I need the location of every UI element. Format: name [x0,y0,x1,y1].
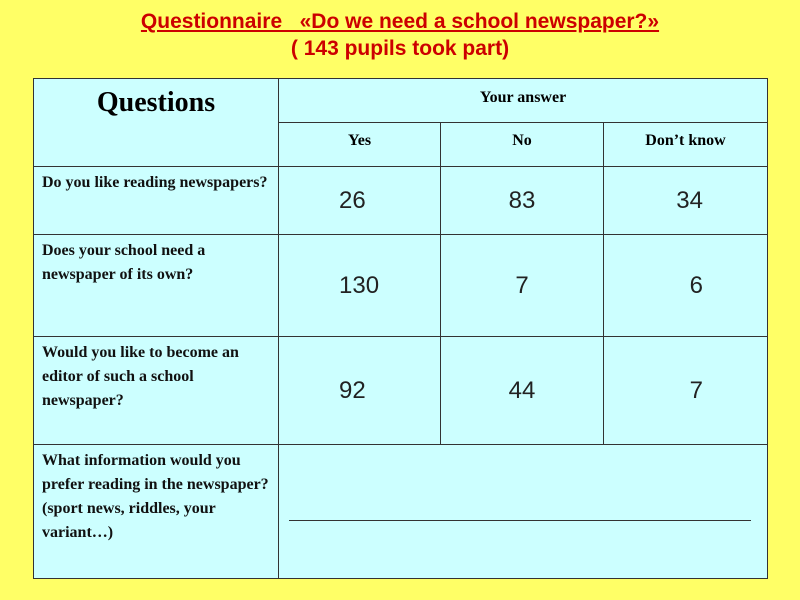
option-header-dont-know: Don’t know [604,123,768,167]
answer-blank-line [289,520,751,521]
option-header-no: No [441,123,604,167]
no-count: 83 [441,167,604,235]
participants-subtitle: ( 143 pupils took part) [290,37,510,60]
header-row-top [34,79,768,123]
yes-count: 26 [279,167,441,235]
page-title-block [0,8,800,62]
yes-count: 130 [279,235,441,337]
no-count: 7 [441,235,604,337]
table-row [34,167,768,235]
no-count: 44 [441,337,604,445]
dont-know-count: 7 [604,337,768,445]
question-cell: Would you like to become an editor of such a school newspaper? [34,337,279,445]
dont-know-count: 6 [604,235,768,337]
dont-know-count: 34 [604,167,768,235]
open-answer-cell [279,445,768,579]
questionnaire-title: Questionnaire «Do we need a school newspaper?» [140,10,660,33]
survey-results-table [33,78,768,579]
question-cell: What information would you prefer reading in the newspaper? (sport news, riddles, your variant…) [34,445,279,579]
yes-count: 92 [279,337,441,445]
question-cell: Do you like reading newspapers? [34,167,279,235]
option-header-yes: Yes [279,123,441,167]
table-row [34,235,768,337]
question-cell: Does your school need a newspaper of its own? [34,235,279,337]
table-row [34,337,768,445]
table-row [34,445,768,579]
your-answer-header: Your answer [279,79,768,123]
questions-header: Questions [34,79,279,167]
